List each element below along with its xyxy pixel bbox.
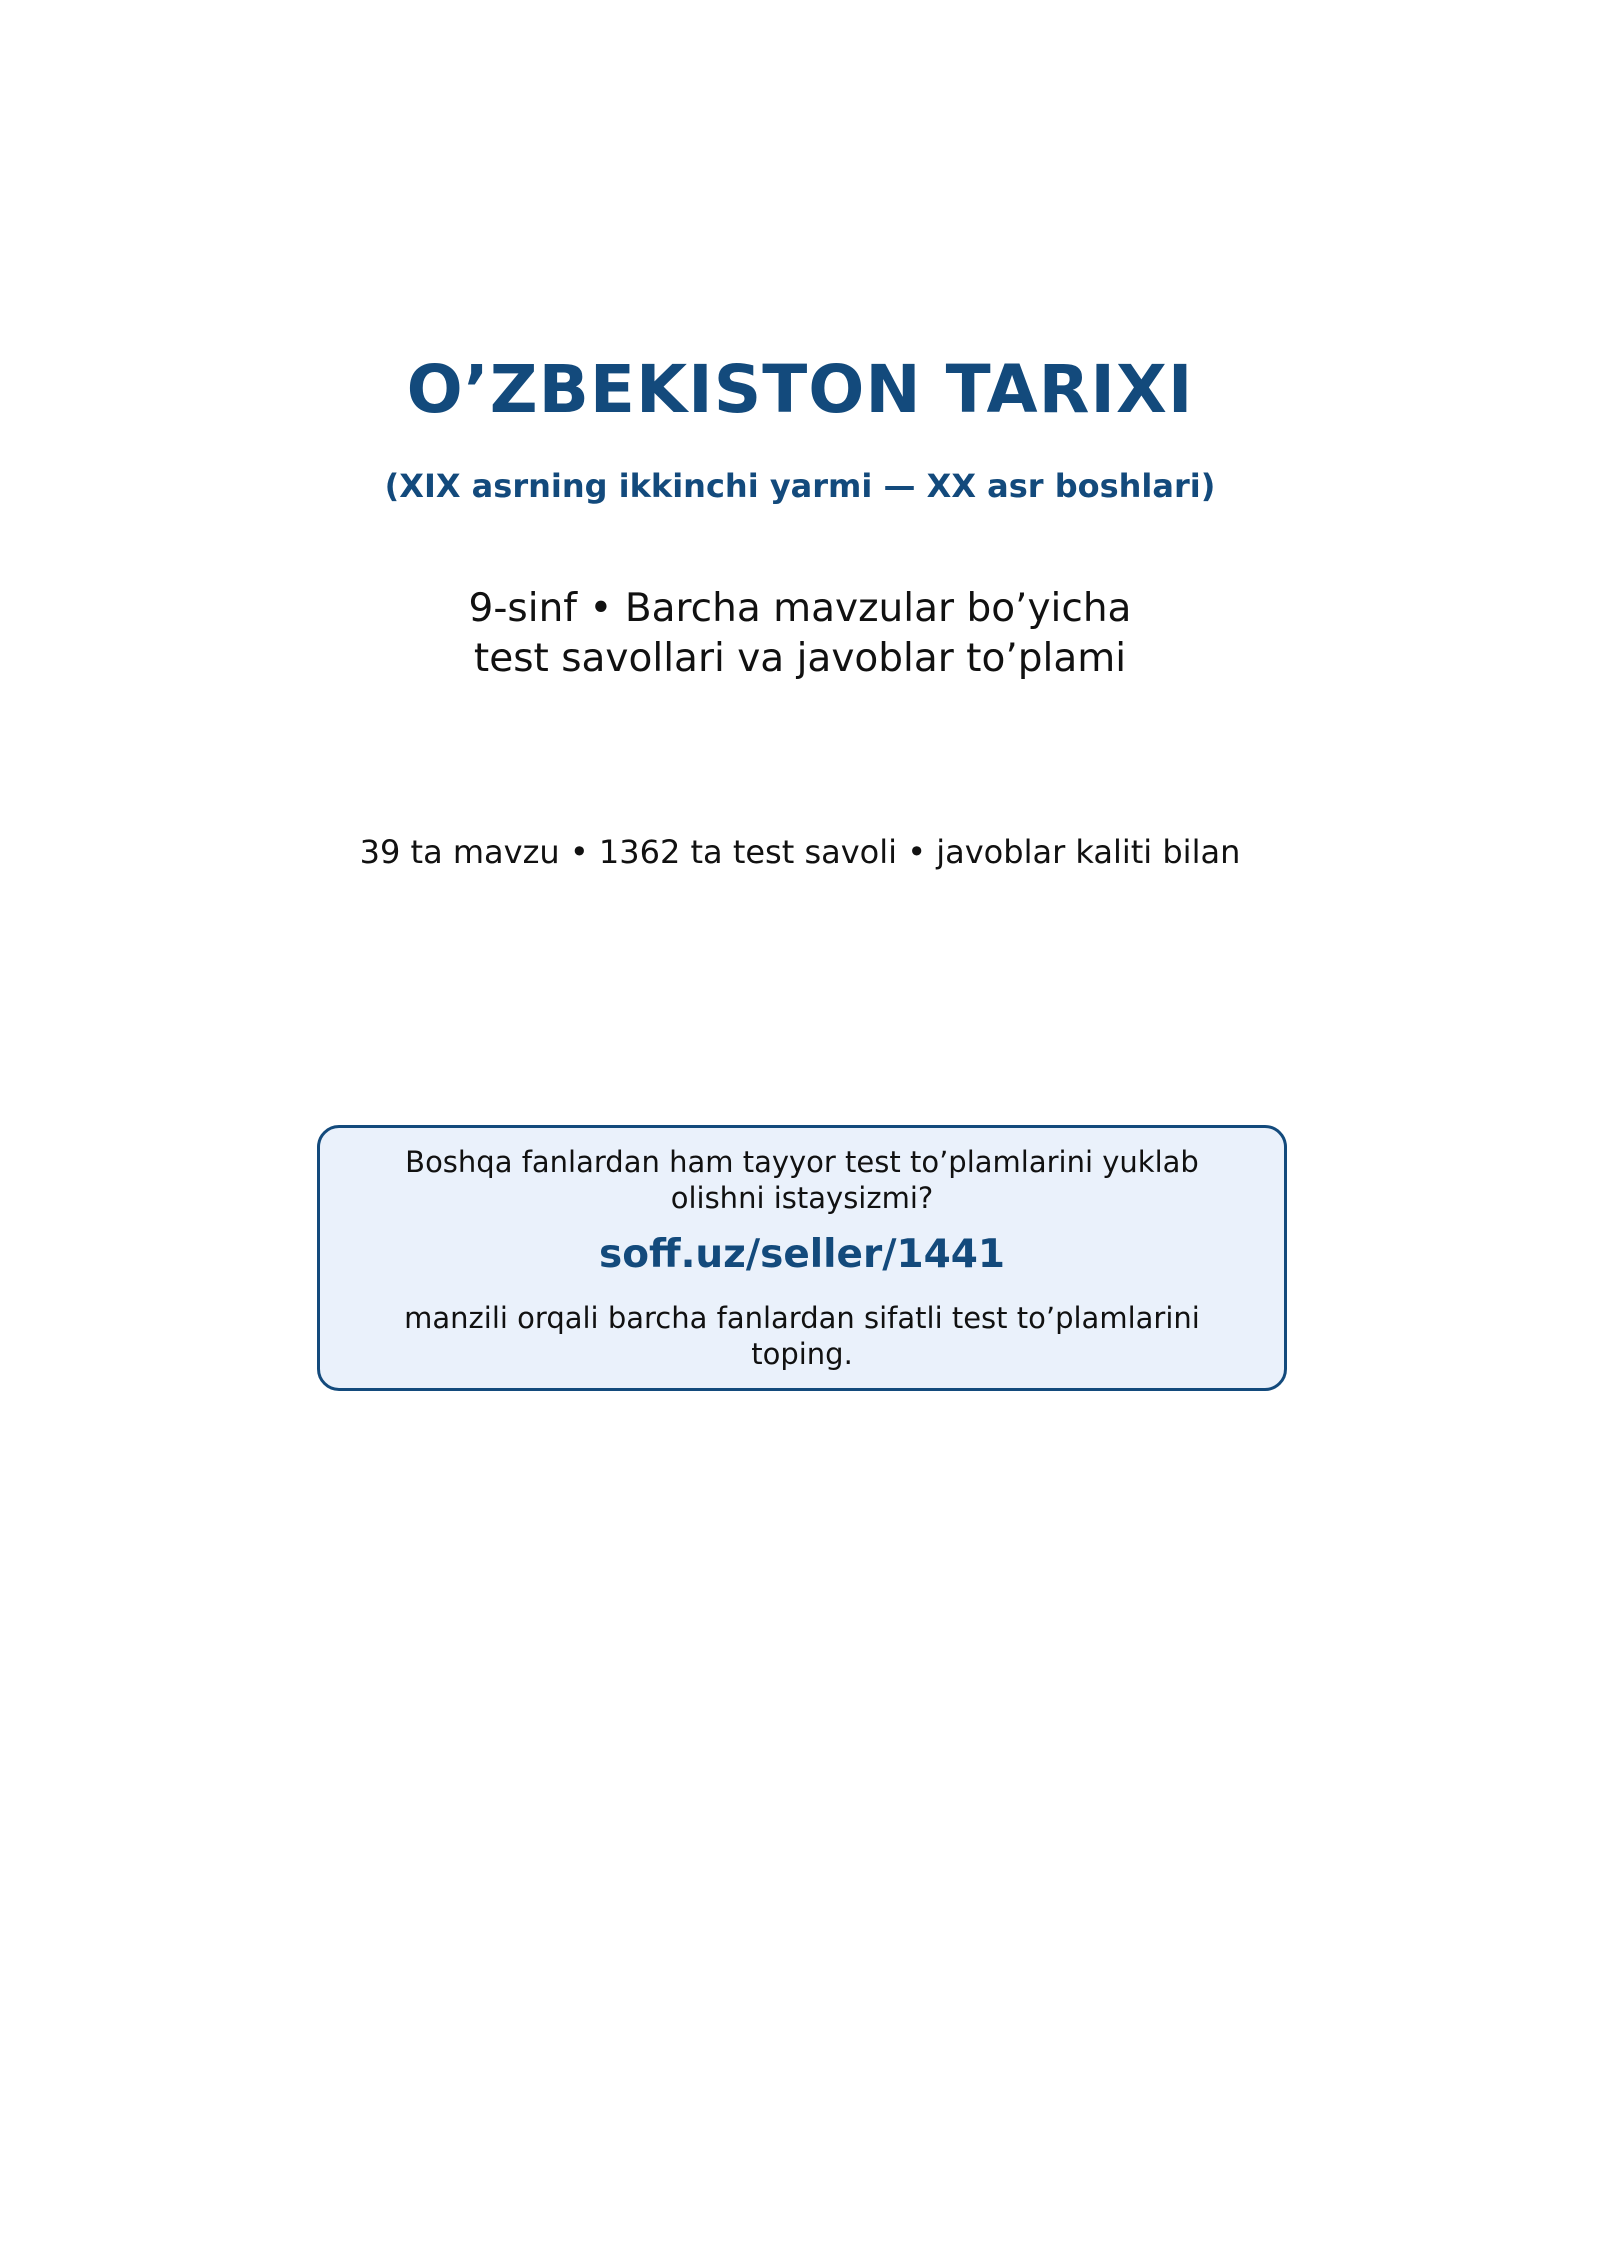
promo-lead-text: [320, 1144, 1284, 1216]
grade-description-line: test savollari va javoblar to’plami: [473, 636, 1127, 681]
promo-link[interactable]: soff.uz/seller/1441: [599, 1232, 1005, 1277]
grade-description: [0, 584, 1600, 684]
promo-tail-line: manzili orqali barcha fanlardan sifatli test to’plamlarini: [404, 1301, 1200, 1335]
document-title: O’ZBEKISTON TARIXI: [406, 351, 1194, 428]
collection-stats: 39 ta mavzu • 1362 ta test savoli • javoblar kaliti bilan: [359, 833, 1241, 871]
promo-box: [317, 1125, 1287, 1391]
promo-lead-line: olishni istaysizmi?: [670, 1181, 934, 1215]
grade-description-line: 9-sinf • Barcha mavzular bo’yicha: [468, 586, 1132, 631]
promo-tail-text: [320, 1300, 1284, 1372]
promo-lead-line: Boshqa fanlardan ham tayyor test to’plamlarini yuklab: [405, 1145, 1199, 1179]
promo-tail-line: toping.: [751, 1337, 853, 1371]
document-subtitle: (XIX asrning ikkinchi yarmi — XX asr boshlari): [384, 467, 1216, 505]
